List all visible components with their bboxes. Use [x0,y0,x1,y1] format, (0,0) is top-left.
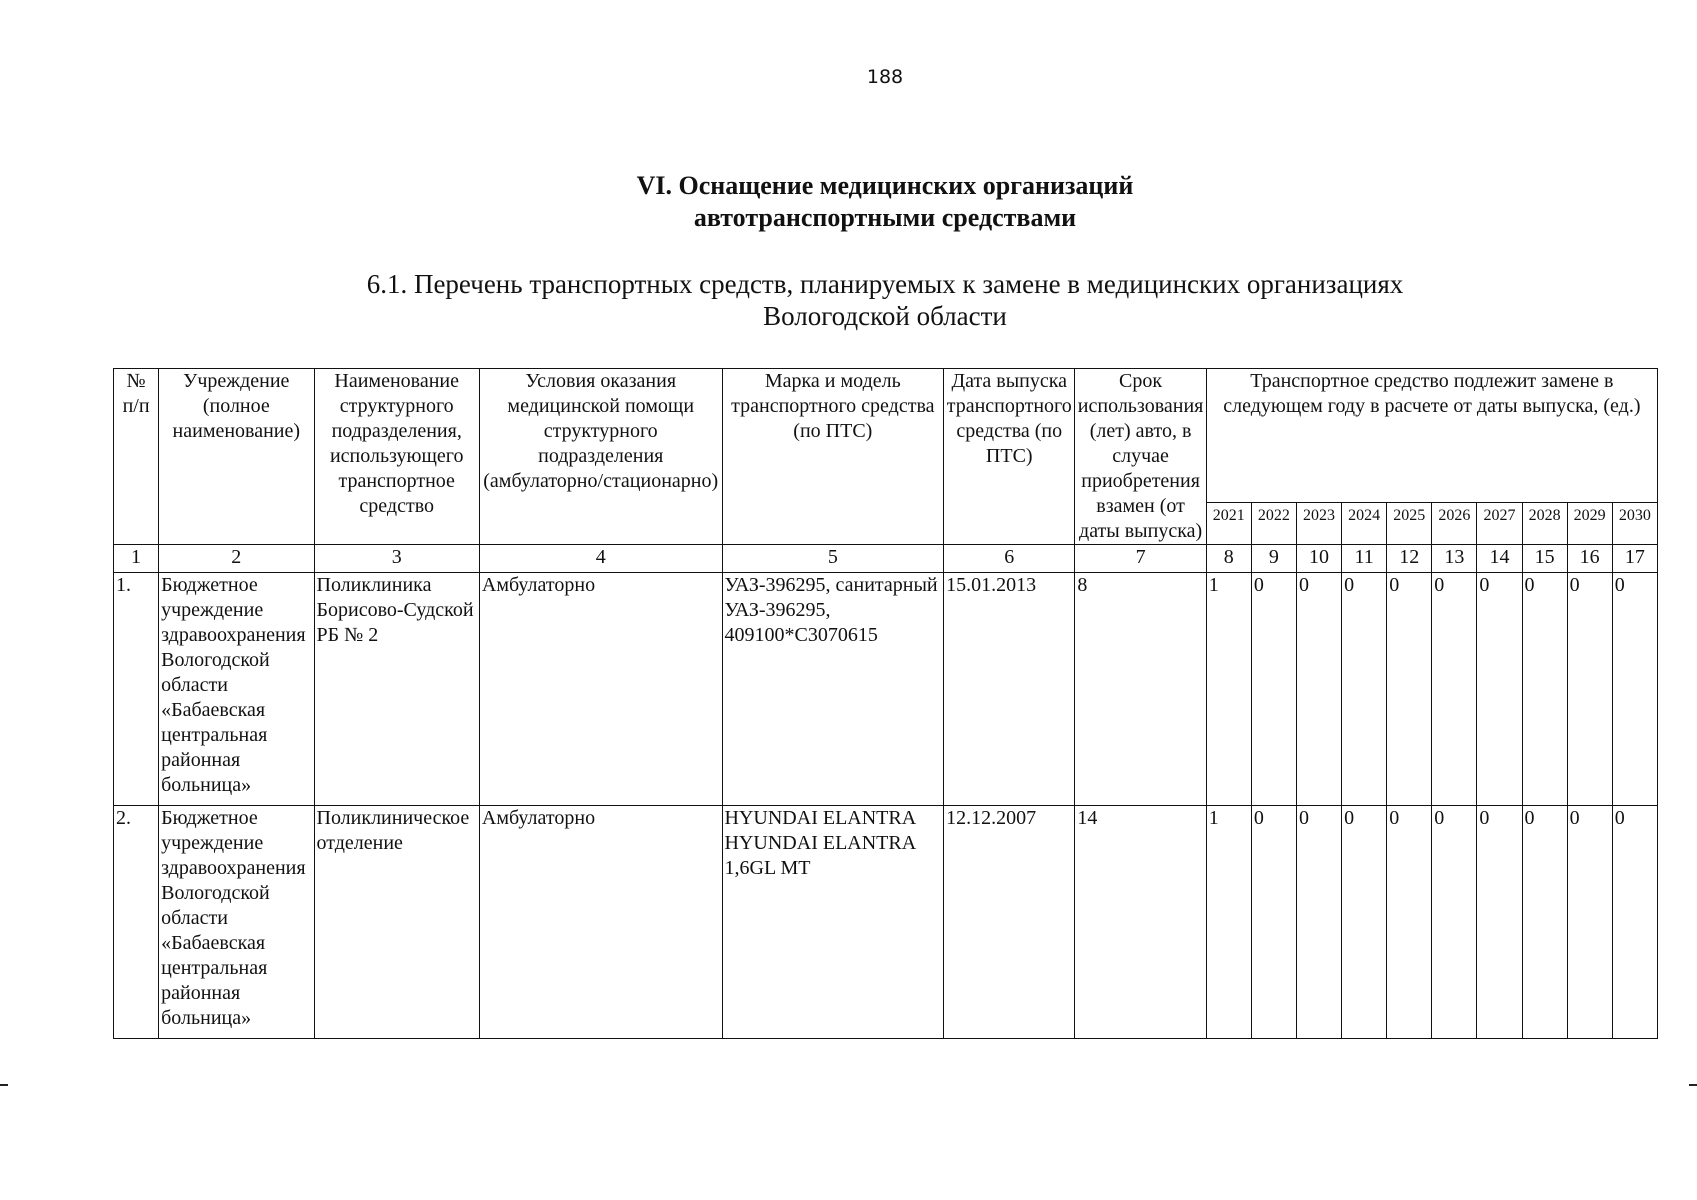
header-year: 2029 [1567,503,1612,545]
row-conditions: Амбулаторно [479,806,722,1039]
column-number: 11 [1342,545,1387,573]
row-year-value: 0 [1567,806,1612,1039]
header-year: 2025 [1387,503,1432,545]
row-year-value: 0 [1567,573,1612,806]
row-year-value: 0 [1342,573,1387,806]
section-heading-line-2: автотранспортными средствами [693,203,1077,232]
table-caption [0,268,1697,332]
section-heading-line-1: VI. Оснащение медицинских организаций [636,171,1134,200]
row-model: HYUNDAI ELANTRA HYUNDAI ELANTRA 1,6GL MT [722,806,944,1039]
row-num: 2. [114,806,159,1039]
section-heading [0,170,1697,234]
row-unit: Поликлиническое отделение [314,806,479,1039]
row-year-value: 0 [1612,806,1657,1039]
row-conditions: Амбулаторно [479,573,722,806]
header-institution: Учреждение (полное наименование) [159,369,314,545]
header-conditions: Условия оказания медицинской помощи структурного подразделения (амбулаторно/стационарно) [479,369,722,545]
row-institution: Бюджетное учреждение здравоохранения Вологодской области «Бабаевская центральная районная больница» [159,806,314,1039]
vehicle-replacement-table [113,368,1658,1039]
header-year: 2021 [1206,503,1251,545]
column-number: 14 [1477,545,1522,573]
row-term: 8 [1075,573,1206,806]
column-number-row [114,545,1658,573]
row-year-value: 0 [1522,806,1567,1039]
header-year: 2027 [1477,503,1522,545]
row-year-value: 0 [1522,573,1567,806]
column-number: 7 [1075,545,1206,573]
column-number: 8 [1206,545,1251,573]
row-unit: Поликлиника Борисово-Судской РБ № 2 [314,573,479,806]
scan-edge-mark-left [0,1084,8,1086]
row-year-value: 0 [1432,806,1477,1039]
header-year: 2030 [1612,503,1657,545]
header-year: 2026 [1432,503,1477,545]
column-number: 17 [1612,545,1657,573]
column-number: 9 [1251,545,1296,573]
row-year-value: 0 [1296,573,1341,806]
row-year-value: 0 [1342,806,1387,1039]
row-year-value: 0 [1387,573,1432,806]
header-release-date: Дата выпуска транспортного средства (по ПТС) [944,369,1075,545]
header-num: № п/п [114,369,159,545]
row-model: УАЗ-396295, санитарный УАЗ-396295, 409100*С3070615 [722,573,944,806]
column-number: 10 [1296,545,1341,573]
column-number: 12 [1387,545,1432,573]
column-number: 2 [159,545,314,573]
header-unit: Наименование структурного подразделения, использующего транспортное средство [314,369,479,545]
page-number: 188 [866,66,904,88]
column-number: 15 [1522,545,1567,573]
column-number: 4 [479,545,722,573]
header-replacement: Транспортное средство подлежит замене в следующем году в расчете от даты выпуска, (ед.) [1206,369,1657,503]
column-number: 1 [114,545,159,573]
header-year: 2028 [1522,503,1567,545]
column-number: 3 [314,545,479,573]
header-model: Марка и модель транспортного средства (по ПТС) [722,369,944,545]
table-row [114,806,1658,1039]
column-number: 5 [722,545,944,573]
header-year: 2022 [1251,503,1296,545]
row-year-value: 0 [1477,806,1522,1039]
row-year-value: 0 [1612,573,1657,806]
row-year-value: 0 [1296,806,1341,1039]
row-year-value: 0 [1251,573,1296,806]
row-term: 14 [1075,806,1206,1039]
header-year: 2023 [1296,503,1341,545]
row-year-value: 0 [1251,806,1296,1039]
column-number: 13 [1432,545,1477,573]
table-row [114,573,1658,806]
header-year: 2024 [1342,503,1387,545]
row-year-value: 0 [1432,573,1477,806]
scan-edge-mark-right [1689,1084,1697,1086]
row-year-value: 1 [1206,806,1251,1039]
row-year-value: 0 [1387,806,1432,1039]
row-year-value: 1 [1206,573,1251,806]
row-institution: Бюджетное учреждение здравоохранения Вологодской области «Бабаевская центральная районная больница» [159,573,314,806]
row-release-date: 12.12.2007 [944,806,1075,1039]
column-number: 6 [944,545,1075,573]
row-year-value: 0 [1477,573,1522,806]
header-term: Срок использования (лет) авто, в случае приобретения взамен (от даты выпуска) [1075,369,1206,545]
table-caption-line-1: 6.1. Перечень транспортных средств, планируемых к замене в медицинских организациях [366,269,1404,299]
column-number: 16 [1567,545,1612,573]
row-release-date: 15.01.2013 [944,573,1075,806]
table-caption-line-2: Вологодской области [763,301,1007,331]
row-num: 1. [114,573,159,806]
